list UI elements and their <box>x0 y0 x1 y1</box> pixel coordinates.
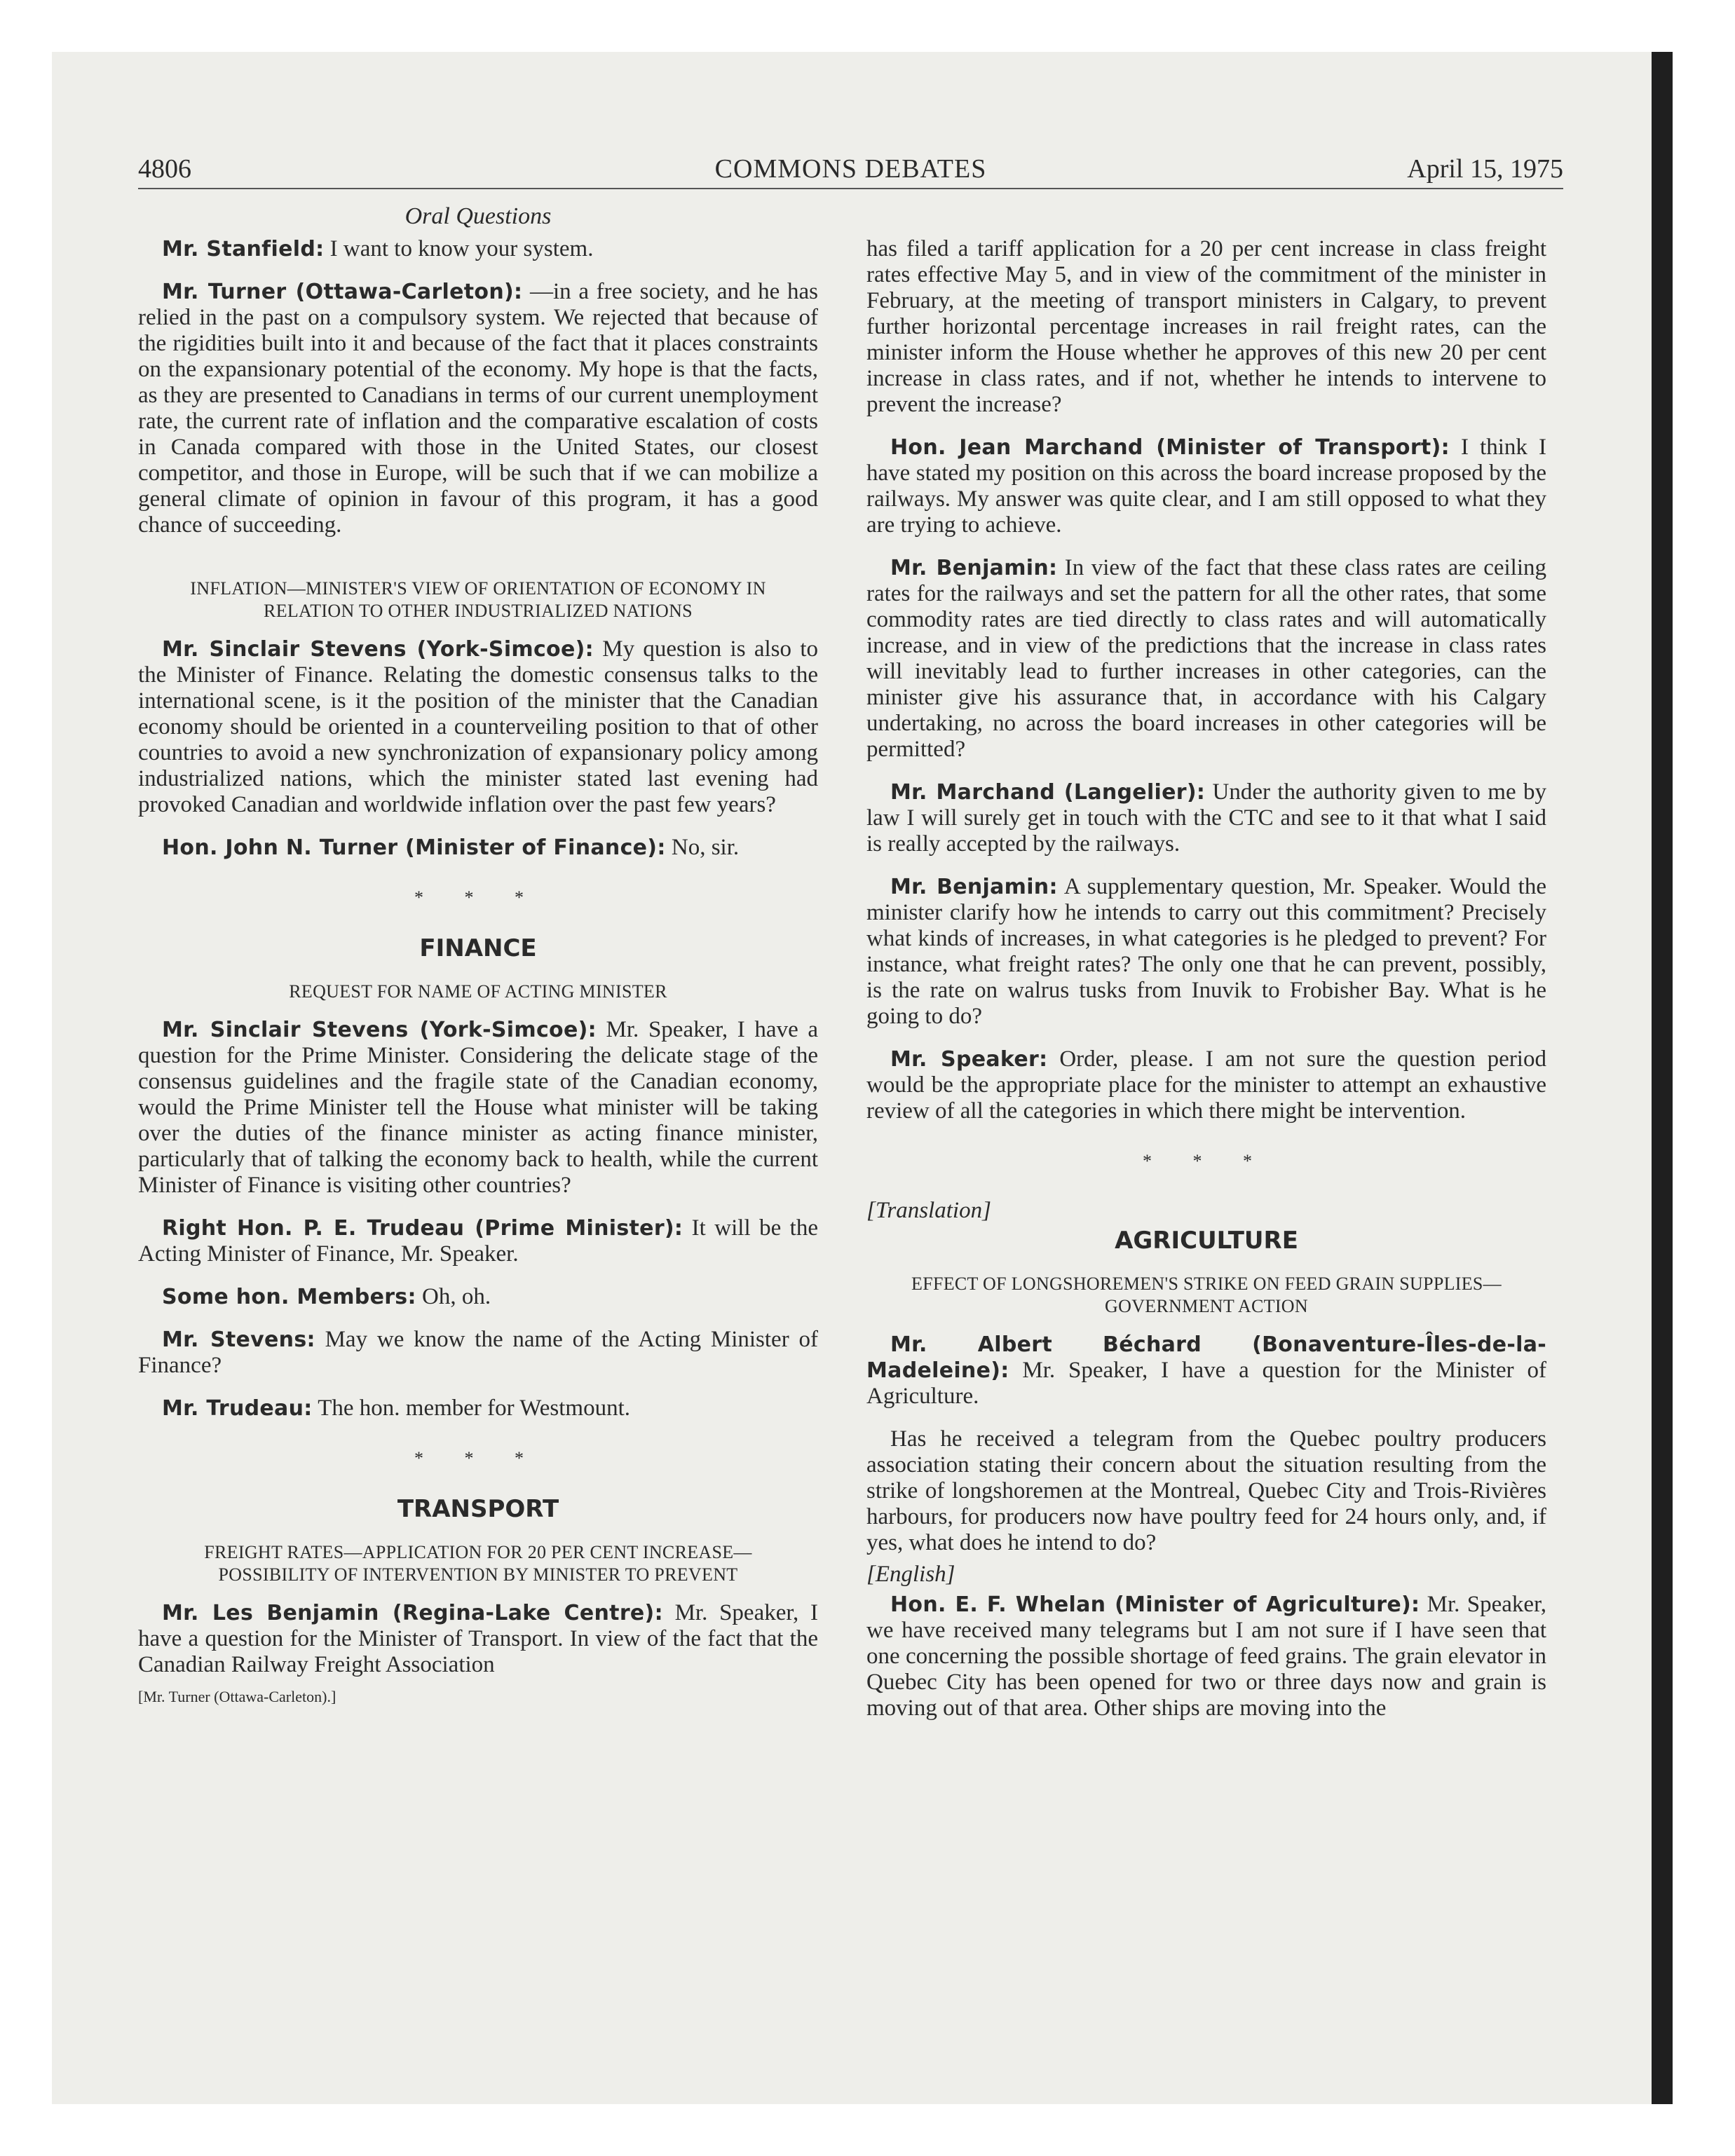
paragraph <box>138 1215 818 1267</box>
paragraph <box>866 874 1546 1030</box>
paragraph <box>138 1396 818 1421</box>
page-edge-shadow <box>1652 52 1673 2104</box>
speech-text: Under the authority given to me by law I will surely get in touch with the CTC and see to it that what I said is really accepted by the railways. <box>866 779 1546 857</box>
section-separator: * * * <box>414 887 542 908</box>
speaker-name: Some hon. Members: <box>162 1285 416 1309</box>
speech-text: The hon. member for Westmount. <box>312 1396 631 1421</box>
speaker-name: Mr. Stanfield: <box>162 237 325 261</box>
publication-title: COMMONS DEBATES <box>714 154 987 184</box>
page-header <box>138 151 1563 186</box>
paragraph <box>138 835 818 861</box>
speaker-name: Mr. Benjamin: <box>890 556 1058 580</box>
paragraph <box>866 1592 1546 1721</box>
section-heading-finance: FINANCE <box>419 934 537 962</box>
section-subheading: FREIGHT RATES—APPLICATION FOR 20 PER CENT INCREASE—POSSIBILITY OF INTERVENTION BY MINISTER TO PREVENT <box>204 1542 752 1585</box>
speech-text: In view of the fact that these class rates are ceiling rates for the railways and set the pattern for all the other rates, that some commodity rates are tied directly to class rates and will automatically increase, and in view of the predictions that the increase in class rates will inevitably lead to further increases in other categories, can the minister give his assurance that, in accordance with his Calgary undertaking, no across the board increases in other categories will be permitted? <box>866 555 1546 762</box>
paragraph <box>138 1600 818 1678</box>
paragraph <box>866 1332 1546 1410</box>
speech-text: A supplementary question, Mr. Speaker. Would the minister clarify how he intends to carry out this commitment? Precisely what kinds of increases, in what categories is he pledged to prevent? For instance, what freight rates? The only one that he can prevent, possibly, is the rate on walrus tusks from Inuvik to Frobisher Bay. What is he going to do? <box>866 874 1546 1029</box>
speech-text: Mr. Speaker, I have a question for the Minister of Agriculture. <box>866 1358 1546 1409</box>
language-tag: [Translation] <box>866 1198 991 1223</box>
speech-text: Mr. Speaker, we have received many telegrams but I am not sure if I have seen that one concerning the possible shortage of feed grains. The grain elevator in Quebec City has been opened for two or three days now and grain is moving out of that area. Other ships are moving into the <box>866 1592 1546 1721</box>
paragraph: Has he received a telegram from the Quebec poultry producers association stating their concern about the situation resulting from the strike of longshoremen at the Montreal, Quebec City and Trois-Rivières harbours, for producers now have poultry feed for 24 hours only, and, if yes, what does he intend to do? <box>866 1426 1546 1555</box>
speech-text: My question is also to the Minister of Finance. Relating the domestic consensus talks to the international scene, is it the position of the minister that the Canadian economy should be oriented in a counterveiling position to that of other countries to avoid a new synchronization of expansionary policy among industrialized nations, which the minister stated last evening had provoked Canadian and worldwide inflation over the past few years? <box>138 636 818 817</box>
speech-text: Oh, oh. <box>416 1284 491 1309</box>
speaker-name: Mr. Marchand (Langelier): <box>890 780 1206 805</box>
running-head: Oral Questions <box>404 203 552 229</box>
paragraph <box>138 1017 818 1199</box>
page-number: 4806 <box>138 154 191 184</box>
speaker-name: Mr. Trudeau: <box>162 1396 313 1421</box>
speaker-name: Mr. Stevens: <box>162 1328 315 1352</box>
speaker-name: Mr. Turner (Ottawa-Carleton): <box>162 280 523 304</box>
paragraph <box>138 1327 818 1379</box>
speech-text: Mr. Speaker, I have a question for the Minister of Transport. In view of the fact that the Canadian Railway Freight Association <box>138 1600 818 1677</box>
speaker-name: Mr. Benjamin: <box>890 875 1058 899</box>
speech-text: —in a free society, and he has relied in the past on a compulsory system. We rejected that because of the rigidities built into it and because of the fact that it places constraints on the expansionary potential of the economy. My hope is that the facts, as they are presented to Canadians in terms of our current unemployment rate, the current rate of inflation and the comparative escalation of costs in Canada compared with those in the United States, our closest competitor, and those in Europe, will be such that if we can mobilize a general climate of opinion in favour of this program, it has a good chance of succeeding. <box>138 279 818 538</box>
paragraph <box>138 1284 818 1310</box>
section-separator: * * * <box>414 1448 542 1468</box>
speaker-name: Mr. Les Benjamin (Regina-Lake Centre): <box>162 1601 663 1625</box>
paragraph <box>866 1046 1546 1124</box>
right-column <box>866 236 1546 1738</box>
speaker-name: Mr. Speaker: <box>890 1047 1048 1072</box>
page-date: April 15, 1975 <box>1407 154 1563 184</box>
section-subheading: REQUEST FOR NAME OF ACTING MINISTER <box>289 981 667 1002</box>
left-column <box>138 203 818 1710</box>
language-tag: [English] <box>866 1562 955 1587</box>
speaker-name: Mr. Sinclair Stevens (York-Simcoe): <box>162 1018 597 1042</box>
paragraph <box>866 555 1546 763</box>
speech-text: Order, please. I am not sure the question period would be the appropriate place for the minister to attempt an exhaustive review of all the categories in which there might be intervention. <box>866 1046 1546 1124</box>
section-subheading: EFFECT OF LONGSHOREMEN'S STRIKE ON FEED GRAIN SUPPLIES—GOVERNMENT ACTION <box>911 1274 1502 1316</box>
speech-text: I think I have stated my position on this across the board increase proposed by the railways. My answer was quite clear, and I am still opposed to what they are trying to achieve. <box>866 435 1546 538</box>
section-heading-agriculture: AGRICULTURE <box>1115 1227 1298 1255</box>
section-separator: * * * <box>1143 1151 1270 1171</box>
paragraph <box>138 279 818 538</box>
speaker-name: Hon. John N. Turner (Minister of Finance): <box>162 835 666 860</box>
paragraph <box>866 779 1546 857</box>
speaker-footnote: [Mr. Turner (Ottawa-Carleton).] <box>138 1688 336 1705</box>
speech-text: It will be the Acting Minister of Finance, Mr. Speaker. <box>138 1215 818 1267</box>
speech-text: Mr. Speaker, I have a question for the Prime Minister. Considering the delicate stage of the consensus guidelines and the fragile state of the Canadian economy, would the Prime Minister tell the House what minister will be taking over the duties of the finance minister as acting finance minister, particularly that of talking the economy back to health, while the current Minister of Finance is visiting other countries? <box>138 1017 819 1198</box>
speech-text: No, sir. <box>665 835 740 860</box>
speaker-name: Hon. Jean Marchand (Minister of Transport): <box>890 435 1450 460</box>
paragraph <box>866 435 1546 538</box>
section-subheading: INFLATION—MINISTER'S VIEW OF ORIENTATION OF ECONOMY IN RELATION TO OTHER INDUSTRIALIZED NATIONS <box>190 578 766 621</box>
speaker-name: Hon. E. F. Whelan (Minister of Agriculture): <box>890 1592 1420 1617</box>
header-rule <box>138 188 1563 189</box>
speech-text: May we know the name of the Acting Minister of Finance? <box>138 1327 818 1378</box>
section-heading-transport: TRANSPORT <box>397 1495 559 1523</box>
paragraph: has filed a tariff application for a 20 per cent increase in class freight rates effective May 5, and in view of the commitment of the minister in February, at the meeting of transport ministers in Calgary, to prevent further horizontal percentage increases in rail freight rates, can the minister inform the House whether he approves of this new 20 per cent increase in class rates, and if not, whether he intends to intervene to prevent the increase? <box>866 236 1546 417</box>
speaker-name: Mr. Sinclair Stevens (York-Simcoe): <box>162 637 594 662</box>
paragraph <box>138 636 818 818</box>
paragraph <box>138 236 818 262</box>
speaker-name: Mr. Albert Béchard (Bonaventure-Îles-de-la-Madeleine): <box>866 1332 1546 1383</box>
speech-text: I want to know your system. <box>324 236 594 261</box>
speaker-name: Right Hon. P. E. Trudeau (Prime Minister): <box>162 1216 683 1241</box>
